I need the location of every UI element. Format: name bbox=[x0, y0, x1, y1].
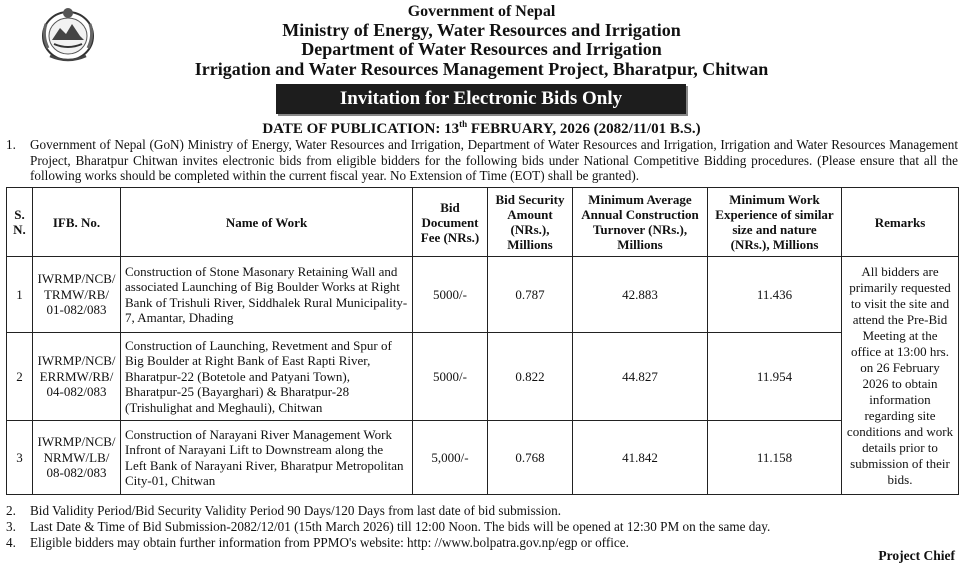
signature-title: Project Chief bbox=[878, 548, 955, 563]
cell-fee: 5,000/- bbox=[413, 421, 488, 495]
header-turnover: Minimum Average Annual Construction Turnover (NRs.), Millions bbox=[573, 188, 708, 257]
cell-turnover: 44.827 bbox=[573, 333, 708, 421]
table-row bbox=[7, 257, 959, 333]
cell-security: 0.768 bbox=[488, 421, 573, 495]
notes-list bbox=[6, 503, 958, 551]
cell-remarks: All bidders are primarily requested to visit the site and attend the Pre-Bid Meeting at the office at 13:00 hrs. on 26 February 2026 to obtain information regarding site conditions and work details prior to submission of their bids. bbox=[842, 257, 959, 495]
cell-work: Construction of Stone Masonary Retaining Wall and associated Launching of Big Boulder Works at Right Bank of Trishuli River, Siddhalek Rural Municipality-7, Amantar, Dhading bbox=[121, 257, 413, 333]
header-fee: Bid Document Fee (NRs.) bbox=[413, 188, 488, 257]
table-row bbox=[7, 421, 959, 495]
ministry-title: Ministry of Energy, Water Resources and Irrigation bbox=[282, 20, 681, 40]
note-number: 4. bbox=[6, 535, 16, 550]
list-item bbox=[6, 535, 958, 551]
cell-experience: 11.436 bbox=[708, 257, 842, 333]
note-number: 3. bbox=[6, 519, 16, 534]
cell-turnover: 41.842 bbox=[573, 421, 708, 495]
cell-sn: 2 bbox=[7, 333, 33, 421]
header-security: Bid Security Amount (NRs.), Millions bbox=[488, 188, 573, 257]
cell-turnover: 42.883 bbox=[573, 257, 708, 333]
notice-banner: Invitation for Electronic Bids Only bbox=[276, 84, 686, 114]
cell-ifb: IWRMP/NCB/ ERRMW/RB/ 04-082/083 bbox=[33, 333, 121, 421]
cell-fee: 5000/- bbox=[413, 333, 488, 421]
department-title: Department of Water Resources and Irrigation bbox=[301, 39, 662, 59]
cell-sn: 3 bbox=[7, 421, 33, 495]
header-work: Name of Work bbox=[121, 188, 413, 257]
cell-experience: 11.954 bbox=[708, 333, 842, 421]
project-title: Irrigation and Water Resources Management Project, Bharatpur, Chitwan bbox=[194, 59, 769, 79]
cell-fee: 5000/- bbox=[413, 257, 488, 333]
intro-number: 1. bbox=[6, 137, 16, 152]
list-item bbox=[6, 503, 958, 519]
intro-text: Government of Nepal (GoN) Ministry of Energy, Water Resources and Irrigation, Department of Water Resources and Irrigation, Irrigation and Water Resources Management Project, Bharatpur Chitwan invites electronic bids from eligible bidders for the following bids under National Competitive Bidding procedures. (Please ensure that all the following works should be completed within the current fiscal year. No Extension of Time (EOT) shall be granted). bbox=[30, 137, 958, 184]
header-sn: S. N. bbox=[7, 188, 33, 257]
table-header-row bbox=[7, 188, 959, 257]
header-remarks: Remarks bbox=[842, 188, 959, 257]
list-item bbox=[6, 519, 958, 535]
intro-paragraph bbox=[6, 137, 958, 184]
cell-ifb: IWRMP/NCB/ TRMW/RB/ 01-082/083 bbox=[33, 257, 121, 333]
header-experience: Minimum Work Experience of similar size and nature (NRs.), Millions bbox=[708, 188, 842, 257]
note-number: 2. bbox=[6, 503, 16, 518]
cell-security: 0.787 bbox=[488, 257, 573, 333]
cell-work: Construction of Launching, Revetment and Spur of Big Boulder at Right Bank of East Rapti River, Bharatpur-22 (Botetole and Patyani Town), Bharatpur-25 (Bayarghari) & Bharatpur-28 (Trishulighat and Meghauli), Chitwan bbox=[121, 333, 413, 421]
cell-work: Construction of Narayani River Management Work Infront of Narayani Lift to Downstream along the Left Bank of Narayani River, Bharatpur Metropolitan City-01, Chitwan bbox=[121, 421, 413, 495]
cell-security: 0.822 bbox=[488, 333, 573, 421]
note-text: Bid Validity Period/Bid Security Validity Period 90 Days/120 Days from last date of bid submission. bbox=[30, 503, 562, 518]
publication-date: DATE OF PUBLICATION: 13th FEBRUARY, 2026 (2082/11/01 B.S.) bbox=[262, 119, 701, 137]
table-row bbox=[7, 333, 959, 421]
note-text: Last Date & Time of Bid Submission-2082/12/01 (15th March 2026) till 12:00 Noon. The bids will be opened at 12:30 PM on the same day. bbox=[30, 519, 771, 534]
note-text: Eligible bidders may obtain further information from PPMO's website: http: //www.bolpatra.gov.np/egp or office. bbox=[30, 535, 629, 550]
cell-ifb: IWRMP/NCB/ NRMW/LB/ 08-082/083 bbox=[33, 421, 121, 495]
header-ifb: IFB. No. bbox=[33, 188, 121, 257]
cell-sn: 1 bbox=[7, 257, 33, 333]
cell-experience: 11.158 bbox=[708, 421, 842, 495]
government-title: Government of Nepal bbox=[407, 3, 556, 20]
bids-table bbox=[6, 187, 959, 495]
